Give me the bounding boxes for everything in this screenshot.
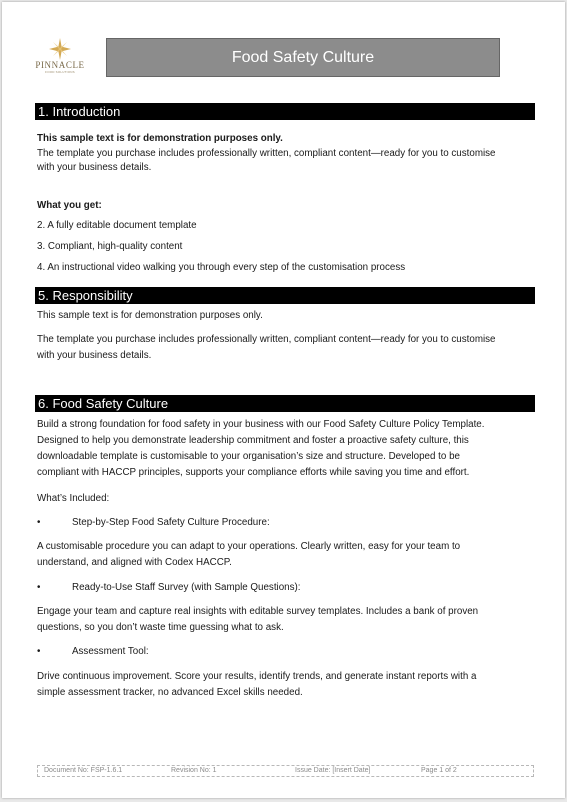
bullet-description-line: A customisable procedure you can adapt to your operations. Clearly written, easy for your team to	[37, 541, 461, 552]
logo-tagline: FOOD SOLUTIONS	[45, 70, 75, 74]
section-heading-responsibility: 5. Responsibility	[35, 287, 535, 304]
bullet-title: Assessment Tool:	[72, 646, 149, 657]
bullet-description-line: Engage your team and capture real insights with editable survey templates. Includes a bank of proven	[37, 606, 479, 617]
list-item: 2. A fully editable document template	[37, 220, 197, 231]
list-item: 4. An instructional video walking you through every step of the customisation process	[37, 262, 406, 273]
page-footer	[37, 765, 534, 777]
logo-name: PINNACLE	[35, 60, 85, 70]
footer-issue-date: Issue Date: [Insert Date]	[295, 767, 371, 774]
culture-intro-line: Designed to help you demonstrate leadership commitment and foster a proactive safety culture, this	[37, 435, 469, 446]
document-page	[2, 2, 565, 798]
footer-revision-no: Revision No: 1	[171, 767, 217, 774]
bullet-icon: •	[37, 517, 41, 528]
bullet-description-line: understand, and aligned with Codex HACCP.	[37, 557, 232, 568]
list-item: 3. Compliant, high-quality content	[37, 241, 183, 252]
bullet-description-line: questions, so you don’t waste time guessing what to ask.	[37, 622, 284, 633]
intro-bold-line: This sample text is for demonstration purposes only.	[37, 133, 283, 144]
star-logo-icon	[49, 38, 71, 60]
intro-paragraph-line1: The template you purchase includes professionally written, compliant content—ready for you to customise	[37, 148, 496, 159]
responsibility-paragraph-line1: The template you purchase includes professionally written, compliant content—ready for you to customise	[37, 334, 496, 345]
bullet-title: Ready-to-Use Staff Survey (with Sample Questions):	[72, 582, 301, 593]
bullet-description-line: Drive continuous improvement. Score your results, identify trends, and generate instant reports with a	[37, 671, 477, 682]
footer-page-number: Page 1 of 2	[421, 767, 457, 774]
bullet-icon: •	[37, 582, 41, 593]
bullet-icon: •	[37, 646, 41, 657]
whats-included-label: What’s Included:	[37, 493, 110, 504]
footer-document-no: Document No: FSP-1.6.1	[44, 767, 123, 774]
bullet-title: Step-by-Step Food Safety Culture Procedure:	[72, 517, 270, 528]
responsibility-paragraph-line2: with your business details.	[37, 350, 152, 361]
document-title-box	[106, 38, 500, 77]
what-you-get-label: What you get:	[37, 200, 102, 211]
bullet-description-line: simple assessment tracker, no advanced Excel skills needed.	[37, 687, 303, 698]
section-heading-introduction: 1. Introduction	[35, 103, 535, 120]
culture-intro-line: compliant with HACCP principles, supports your compliance efforts while saving you time and effort.	[37, 467, 470, 478]
company-logo	[32, 38, 88, 80]
section-heading-food-safety-culture: 6. Food Safety Culture	[35, 395, 535, 412]
document-title: Food Safety Culture	[231, 48, 375, 66]
intro-paragraph-line2: with your business details.	[37, 162, 152, 173]
responsibility-line1: This sample text is for demonstration purposes only.	[37, 310, 263, 321]
culture-intro-line: downloadable template is customisable to your organisation’s size and structure. Developed to be	[37, 451, 460, 462]
culture-intro-line: Build a strong foundation for food safety in your business with our Food Safety Culture Policy Template.	[37, 419, 485, 430]
